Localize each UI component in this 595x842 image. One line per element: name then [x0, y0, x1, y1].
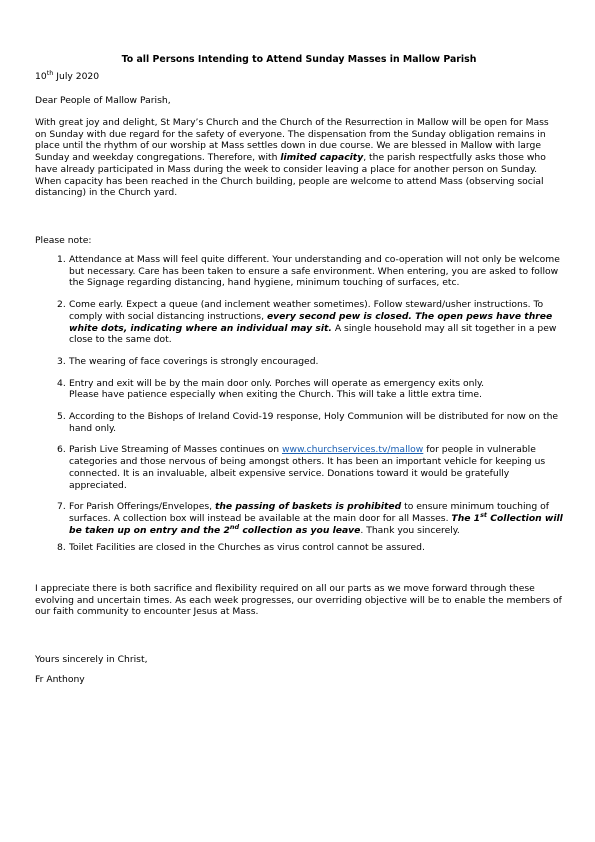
item-text: Entry and exit will be by the main door only. Porches will operate as emergency exits only. — [69, 377, 485, 389]
list-item — [35, 254, 563, 289]
item-number: 3. — [57, 355, 66, 367]
intro-paragraph — [35, 117, 563, 199]
date-day: 10 — [35, 71, 47, 82]
item-number: 2. — [57, 299, 66, 311]
item-text: Please have patience especially when exiting the Church. This will take a little extra time. — [69, 389, 482, 401]
list-item — [35, 356, 563, 368]
item-text: . Thank you sincerely. — [360, 524, 460, 536]
item-emphasis: collection as you leave — [239, 524, 361, 536]
list-item — [35, 411, 563, 434]
item-number: 5. — [57, 411, 66, 423]
item-emphasis: . — [408, 310, 416, 322]
list-item — [35, 542, 563, 554]
item-emphasis: Collection will be taken up on entry and the 2 — [69, 512, 563, 536]
item-text: According to the Bishops of Ireland Covid-19 response, Holy Communion will be distributed for now on the hand only. — [69, 411, 559, 434]
intro-text-2: , the parish respectfully asks those who have already participated in Mass during the week to consider leaving a place for another person on Sunday. When capacity has been reached in the Church building, people are welcome to attend Mass (observing social distancing) in the Church yard. — [35, 152, 546, 199]
ordinal-suffix: nd — [229, 522, 240, 531]
item-number: 8. — [57, 542, 66, 554]
item-text: to ensure minimum touching of surfaces. A collection box will instead be available at the main door for all Masses. — [69, 501, 549, 524]
greeting: Dear People of Mallow Parish, — [35, 95, 171, 106]
signature: Fr Anthony — [35, 674, 85, 685]
item-text: for people in vulnerable categories and those nervous of being amongst others. It has been an important vehicle for keeping us connected. It is an invaluable, albeit expensive service. Donations toward it would be gratefully appreciated. — [69, 444, 546, 491]
item-text: Come early. Expect a queue (and inclement weather sometimes). Follow steward/usher instructions. To comply with social distancing instructions, — [69, 299, 544, 322]
letter-date — [35, 71, 99, 83]
item-number: 1. — [57, 254, 66, 265]
notes-list — [35, 254, 563, 554]
item-number: 7. — [57, 501, 66, 513]
item-number: 6. — [57, 444, 66, 456]
item-text: Parish Live Streaming of Masses continues on — [69, 444, 282, 456]
list-item — [35, 444, 563, 491]
date-suffix: th — [46, 69, 54, 77]
churchservices-link[interactable]: www.churchservices.tv/mallow — [281, 444, 424, 456]
item-text: For Parish Offerings/Envelopes, — [69, 501, 215, 513]
item-text: Toilet Facilities are closed in the Churches as virus control cannot be assured. — [69, 542, 425, 554]
ordinal-suffix: st — [480, 510, 488, 519]
closing-paragraph: I appreciate there is both sacrifice and flexibility required on all our parts as we move forward through these evolving and uncertain times. As each week progresses, our overriding objective will be to enable the members of our faith community to encounter Jesus at Mass. — [35, 583, 562, 618]
item-number: 4. — [57, 377, 66, 389]
item-emphasis: every second pew is closed — [266, 310, 409, 322]
valediction: Yours sincerely in Christ, — [35, 654, 148, 665]
list-item — [35, 299, 563, 346]
item-emphasis: the passing of baskets is prohibited — [214, 501, 402, 513]
list-item — [35, 501, 563, 536]
item-emphasis: The 1 — [451, 512, 481, 524]
page-title: To all Persons Intending to Attend Sunday Masses in Mallow Parish — [121, 54, 477, 65]
item-emphasis: The open pews have three white dots, indicating where an individual may sit. — [69, 310, 553, 334]
intro-text-1: With great joy and delight, St Mary’s Church and the Church of the Resurrection in Mallow will be open for Mass on Sunday with due regard for the safety of everyone. The dispensation from the Sunday obligation remains in place until the rhythm of our worship at Mass settles down in due course. We are blessed in Mallow with large Sunday and weekday congregations. Therefore, with — [35, 117, 549, 164]
item-text: A single household may all sit together in a pew close to the same dot. — [69, 322, 557, 346]
date-rest: July 2020 — [53, 71, 100, 82]
item-text: Attendance at Mass will feel quite different. Your understanding and co-operation will not only be welcome but necessary. Care has been taken to ensure a safe environment. When entering, you are asked to follow the Signage regarding distancing, hand hygiene, minimum touching of surfaces, etc. — [69, 254, 560, 289]
list-item — [35, 378, 563, 401]
intro-emphasis: limited capacity — [280, 152, 364, 164]
item-text: The wearing of face coverings is strongly encouraged. — [69, 355, 319, 367]
please-note-heading: Please note: — [35, 235, 92, 246]
